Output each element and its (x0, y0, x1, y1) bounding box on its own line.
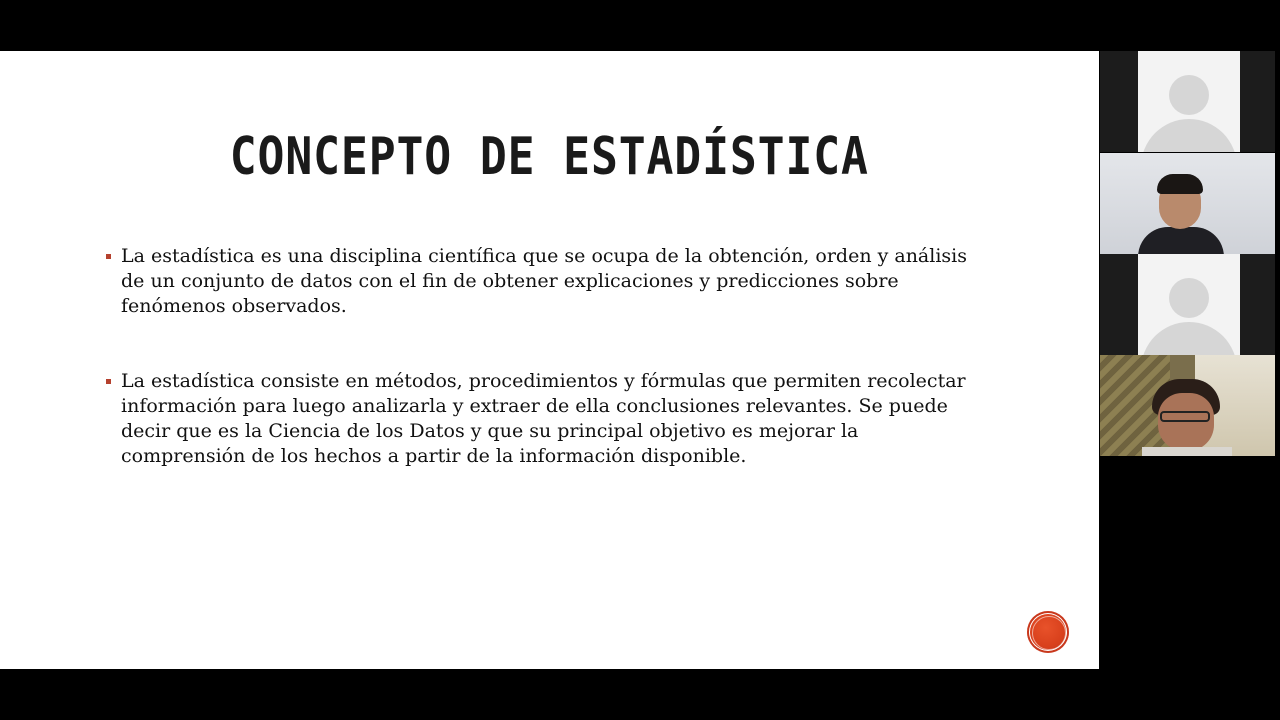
avatar-placeholder-icon (1169, 75, 1209, 115)
avatar-placeholder-icon (1169, 278, 1209, 318)
bullet-square-icon (106, 379, 111, 384)
bullet-text: La estadística consiste en métodos, procedimientos y fórmulas que permiten recolectar información para luego analizarla y extraer de ella conclusiones relevantes. Se puede decir que es la Ciencia de los Datos y que su principal objetivo es mejorar la comprensión de los hechos a partir de la información disponible. (121, 370, 966, 467)
participant-gallery (1100, 51, 1275, 457)
bullet-list (104, 244, 974, 469)
bullet-item (104, 369, 974, 469)
shared-slide (0, 51, 1099, 669)
bullet-square-icon (106, 254, 111, 259)
participant-tile-2[interactable] (1100, 153, 1275, 254)
slide-title: CONCEPTO DE ESTADÍSTICA (229, 127, 869, 187)
participant-tile-1[interactable] (1100, 51, 1275, 152)
bullet-item (104, 244, 974, 319)
camera-feed-person-body (1142, 447, 1232, 456)
participant-tile-3[interactable] (1100, 254, 1275, 355)
camera-feed-person-face (1158, 393, 1214, 451)
circular-logo-badge-icon (1027, 611, 1069, 653)
participant-tile-4[interactable] (1100, 355, 1275, 456)
bullet-text: La estadística es una disciplina científica que se ocupa de la obtención, orden y análisis de un conjunto de datos con el fin de obtener explicaciones y predicciones sobre fenómenos observados. (121, 245, 967, 317)
glasses-icon (1160, 411, 1210, 422)
camera-feed-person-hair (1157, 174, 1203, 194)
